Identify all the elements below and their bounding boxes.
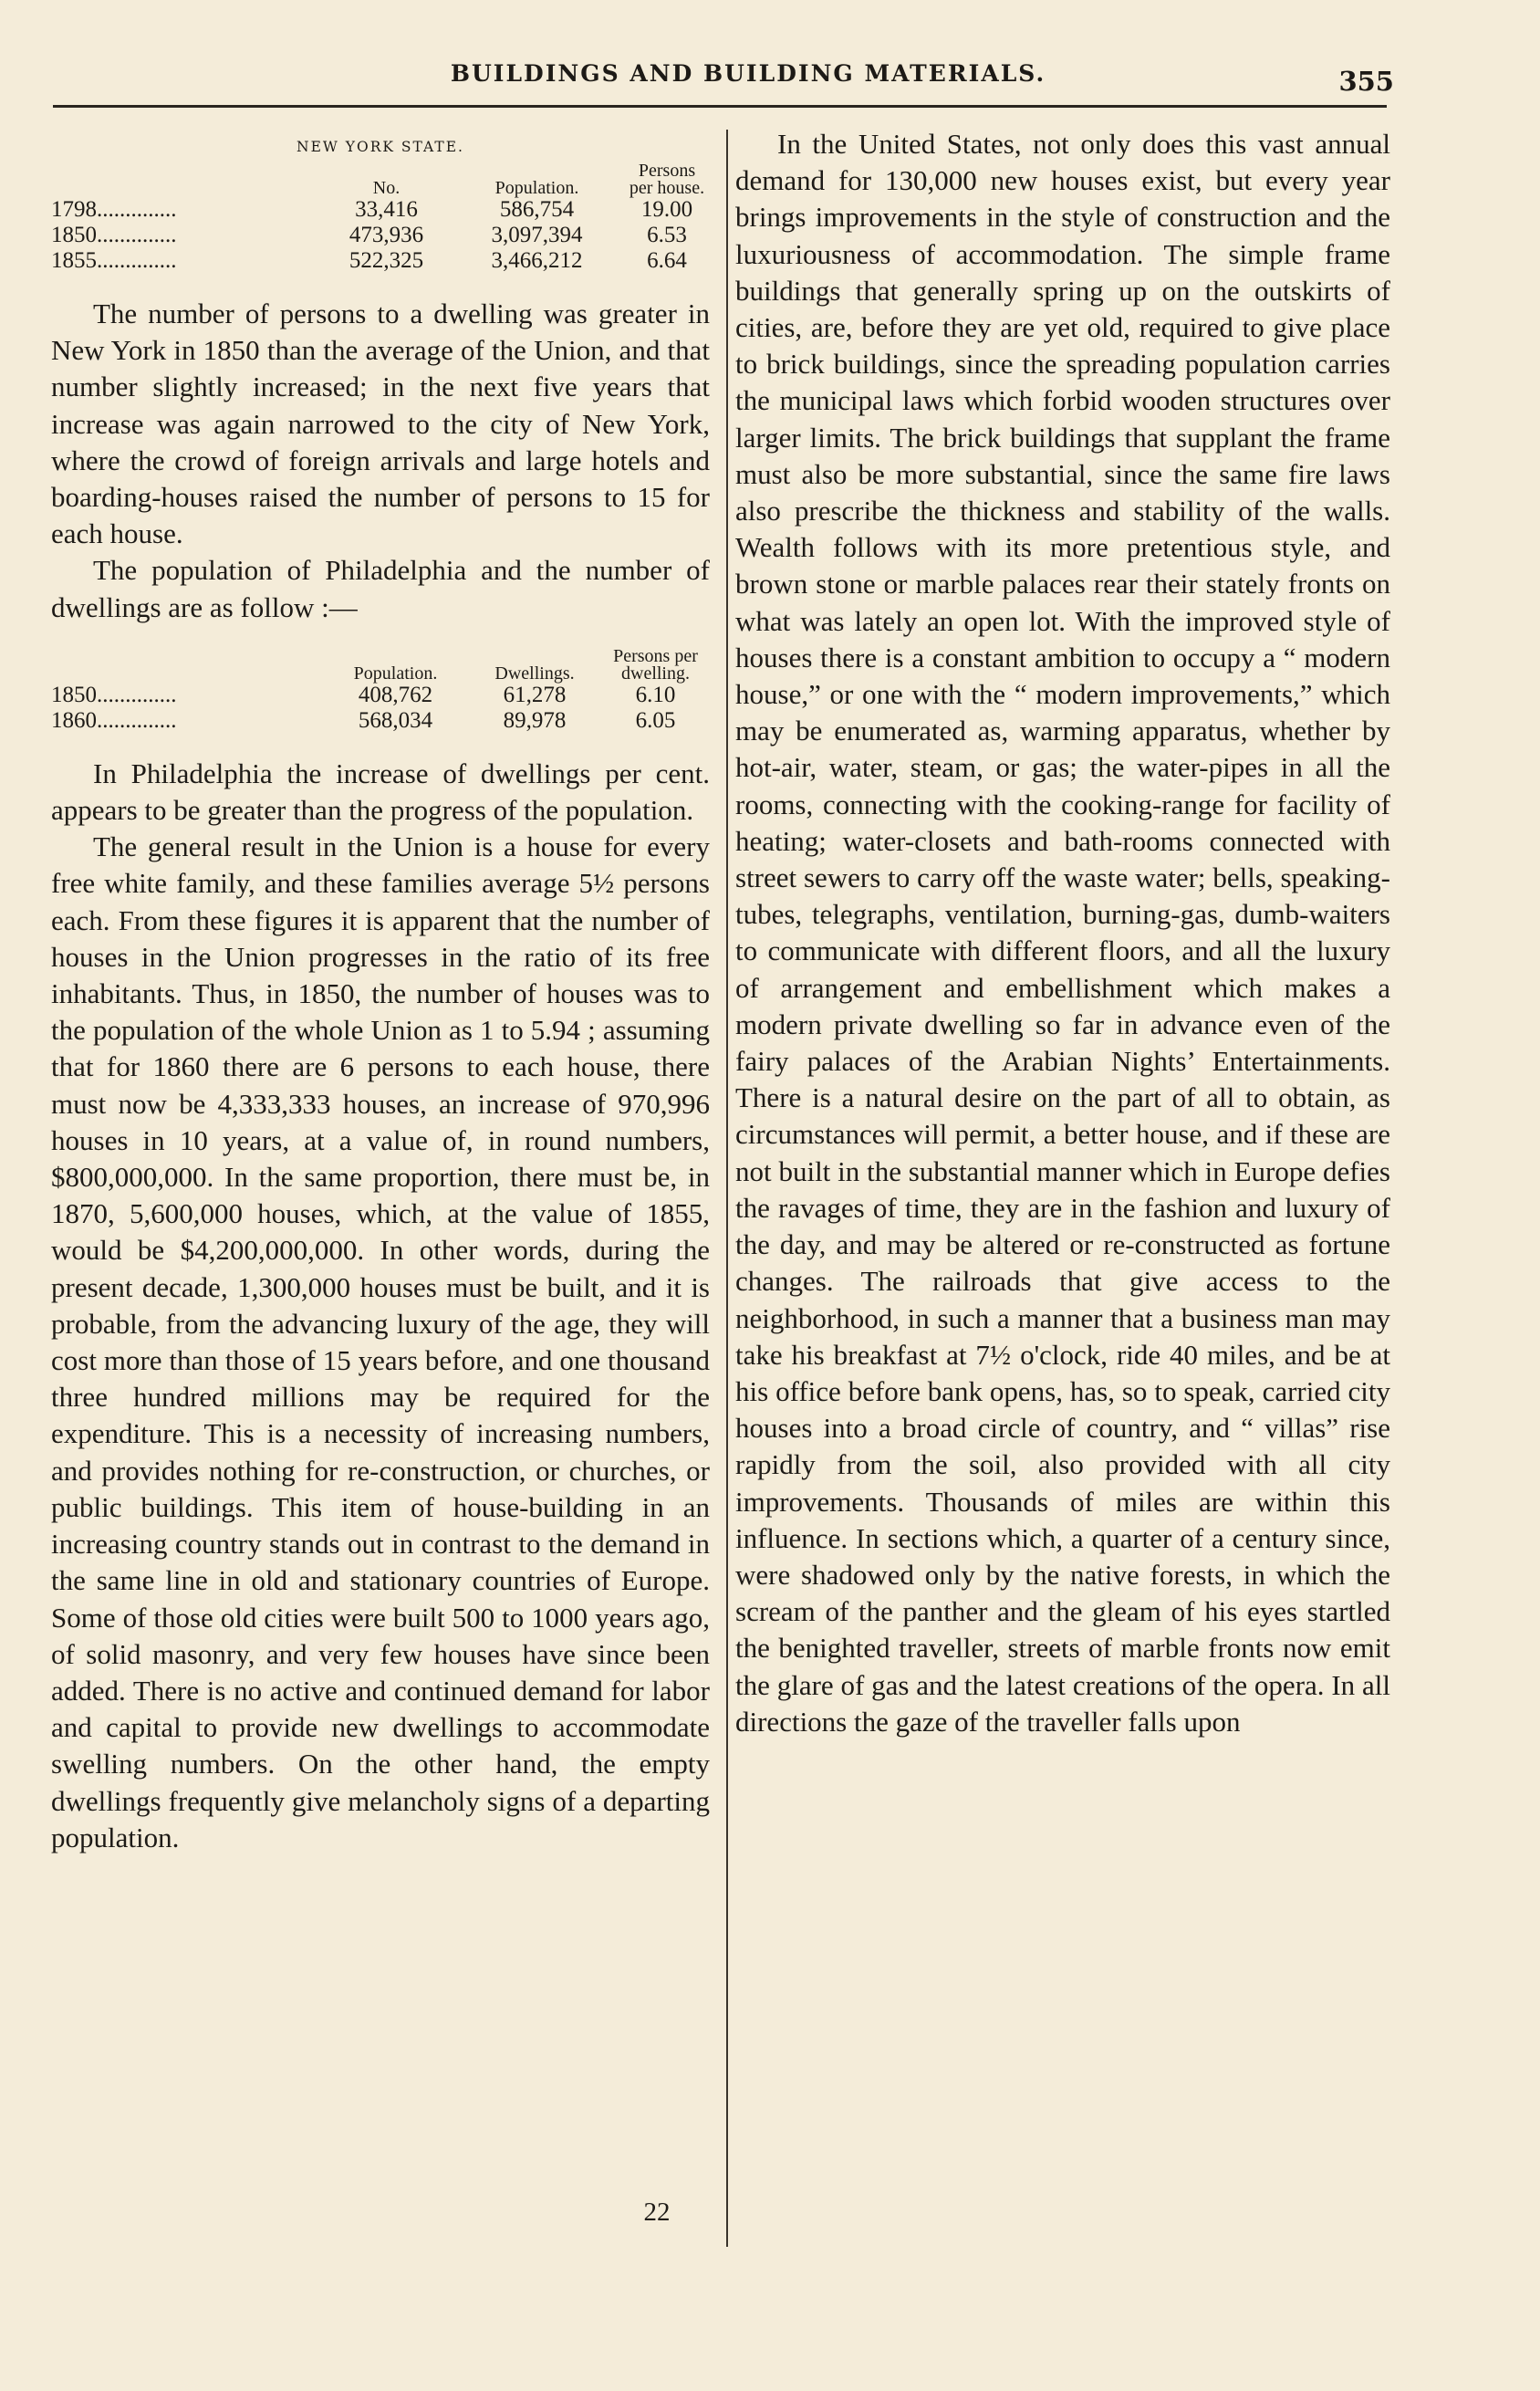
column-divider <box>726 130 728 2247</box>
right-column <box>735 126 1390 1740</box>
col-header-persons: Persons per house. <box>629 161 705 198</box>
row-persons: 19.00 <box>640 197 693 222</box>
col-header-population: Population. <box>494 178 579 198</box>
row-persons: 6.64 <box>647 248 687 273</box>
table-header-row <box>51 162 708 197</box>
running-head: BUILDINGS AND BUILDING MATERIALS. <box>450 60 1046 87</box>
row-population: 408,762 <box>358 682 433 707</box>
row-year: 1850.............. <box>51 682 177 707</box>
paragraph: In Philadelphia the increase of dwellings per cent. appears to be greater than the progress of the population. <box>51 757 710 827</box>
row-year: 1798.............. <box>51 197 177 222</box>
col-header-no: No. <box>372 178 401 198</box>
dot-leader: .............. <box>97 223 177 247</box>
dot-leader: .............. <box>97 682 177 707</box>
table-row <box>51 708 708 734</box>
row-persons: 6.53 <box>647 223 687 247</box>
col-header-population: Population. <box>353 663 438 684</box>
signature-mark: 22 <box>643 2198 671 2227</box>
col-header-persons: Persons per dwelling. <box>613 645 698 684</box>
dot-leader: .............. <box>97 248 177 273</box>
paragraph: The number of persons to a dwelling was greater in New York in 1850 than the average of the Union, and that number slightly increased; in the next five years that increase was again narrowed to the city of New York, where the crowd of foreign arrivals and large hotels and boarding-houses raised the number of persons to 15 for each house. <box>51 298 710 550</box>
paragraph: The population of Philadelphia and the number of dwellings are as follow :— <box>51 554 710 623</box>
row-no: 522,325 <box>349 248 424 273</box>
col-header-dwellings: Dwellings. <box>494 663 575 684</box>
table-row <box>51 197 708 223</box>
left-text-block-1 <box>51 296 710 626</box>
left-text-block-2 <box>51 756 710 1856</box>
table-row <box>51 683 708 708</box>
header-rule <box>53 105 1387 108</box>
table-title-new-york: NEW YORK STATE. <box>297 139 464 155</box>
page-number: 355 <box>1338 66 1394 97</box>
row-year: 1860.............. <box>51 707 177 733</box>
dot-leader: .............. <box>97 197 177 222</box>
row-population: 586,754 <box>499 197 575 222</box>
table-row <box>51 248 708 274</box>
table-row <box>51 223 708 248</box>
row-population: 568,034 <box>358 707 433 733</box>
row-persons: 6.10 <box>635 682 676 707</box>
row-year: 1855.............. <box>51 248 177 273</box>
table-header-row <box>51 648 708 683</box>
row-dwellings: 61,278 <box>503 682 567 707</box>
row-population: 3,097,394 <box>491 223 583 247</box>
col-header-year <box>51 648 325 683</box>
spacer <box>51 274 710 296</box>
spacer <box>51 626 710 648</box>
row-population: 3,466,212 <box>491 248 583 273</box>
philadelphia-table <box>51 645 708 734</box>
paragraph: In the United States, not only does this vast annual demand for 130,000 new houses exist, but every year brings improvements in the style of construction and the luxuriousness of accommodation. The simple frame buildings that generally spring up on the outskirts of cities, are, before they are yet old, required to give place to brick buildings, since the spreading population carries the municipal laws which forbid wooden structures over larger limits. The brick buildings that supplant the frame must also be more substantial, since the same fire laws also prescribe the thickness and stability of the walls. Wealth follows with its more pretentious style, and brown stone or marble palaces rear their stately fronts on what was lately an open lot. With the improved style of houses there is a constant ambition to occupy a “ modern house,” or one with the “ modern improvements,” which may be enumerated as, warming apparatus, whether by hot-air, water, steam, or gas; the water-pipes in all the rooms, connecting with the cooking-range for facility of heating; water-closets and bath-rooms connected with street sewers to carry off the waste water; bells, speaking-tubes, telegraphs, ventilation, burning-gas, dumb-waiters to communicate with different floors, and all the luxury of arrangement and embellishment which makes a modern private dwelling so far in advance even of the fairy palaces of the Arabian Nights’ Entertainments. There is a natural desire on the part of all to obtain, as circumstances will permit, a better house, and if these are not built in the substantial manner which in Europe defies the ravages of time, they are in the fashion and luxury of the day, and may be altered or re-constructed as fortune changes. The railroads that give access to the neighborhood, in such a manner that a business man may take his breakfast at 7½ o'clock, ride 40 miles, and be at his office before bank opens, has, so to speak, carried city houses into a broad circle of country, and “ villas” rise rapidly from the soil, also provided with all city improvements. Thousands of miles are within this influence. In sections which, a quarter of a century since, were shadowed only by the native forests, in which the scream of the panther and the gleam of his eyes startled the benighted traveller, streets of marble fronts now emit the glare of gas and the latest creations of the opera. In all directions the gaze of the traveller falls upon <box>735 128 1390 1738</box>
row-persons: 6.05 <box>635 707 676 733</box>
new-york-table <box>51 162 708 274</box>
row-year: 1850.............. <box>51 223 177 247</box>
col-header-year <box>51 162 325 197</box>
row-no: 33,416 <box>355 197 418 222</box>
right-text-block <box>735 126 1390 1740</box>
dot-leader: .............. <box>97 707 177 733</box>
row-dwellings: 89,978 <box>503 707 567 733</box>
spacer <box>51 734 710 756</box>
left-column <box>51 126 710 1856</box>
paragraph: The general result in the Union is a house for every free white family, and these families average 5½ persons each. From these figures it is apparent that the number of houses in the Union progresses in the ratio of its free inhabitants. Thus, in 1850, the number of houses was to the population of the whole Union as 1 to 5.94 ; assuming that for 1860 there are 6 persons to each house, there must now be 4,333,333 houses, an increase of 970,996 houses in 10 years, at a value of, in round numbers, $800,000,000. In the same proportion, there must be, in 1870, 5,600,000 houses, which, at the value of 1855, would be $4,200,000,000. In other words, during the present decade, 1,300,000 houses must be built, and it is probable, from the advancing luxury of the age, they will cost more than those of 15 years before, and one thousand three hundred millions may be required for the expenditure. This is a necessity of increasing numbers, and provides nothing for re-construction, or churches, or public buildings. This item of house-building in an increasing country stands out in contrast to the demand in the same line in old and stationary countries of Europe. Some of those old cities were built 500 to 1000 years ago, of solid masonry, and very few houses have since been added. There is no active and continued demand for labor and capital to provide new dwellings to accommodate swelling numbers. On the other hand, the empty dwellings frequently give melancholy signs of a departing population. <box>51 830 710 1853</box>
row-no: 473,936 <box>349 223 424 247</box>
